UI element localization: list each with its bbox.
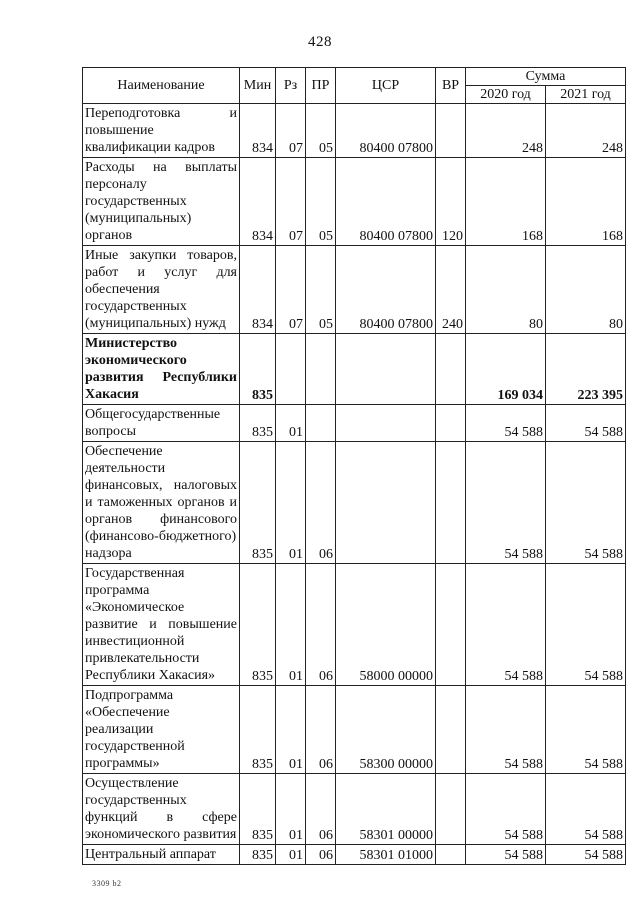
cell-pr: 06 — [306, 442, 336, 564]
cell-vr — [436, 774, 466, 845]
cell-csr: 58300 00000 — [336, 686, 436, 774]
cell-name: Переподготовка и повышение квалификации кадров — [83, 104, 240, 158]
cell-vr: 240 — [436, 246, 466, 334]
cell-vr — [436, 405, 466, 442]
cell-y2020: 54 588 — [466, 686, 546, 774]
cell-vr — [436, 334, 466, 405]
cell-csr: 80400 07800 — [336, 158, 436, 246]
table-row — [83, 564, 626, 686]
cell-rz: 07 — [276, 246, 306, 334]
table-row — [83, 442, 626, 564]
cell-pr — [306, 405, 336, 442]
cell-min: 835 — [240, 564, 276, 686]
cell-pr — [306, 334, 336, 405]
cell-pr: 06 — [306, 686, 336, 774]
cell-y2021: 54 588 — [546, 405, 626, 442]
cell-rz: 07 — [276, 104, 306, 158]
table-row — [83, 104, 626, 158]
table-row — [83, 158, 626, 246]
cell-rz: 01 — [276, 405, 306, 442]
cell-y2020: 54 588 — [466, 774, 546, 845]
cell-vr — [436, 845, 466, 865]
table-row — [83, 686, 626, 774]
header-csr: ЦСР — [336, 68, 436, 104]
cell-y2021: 223 395 — [546, 334, 626, 405]
cell-y2020: 54 588 — [466, 442, 546, 564]
cell-min: 835 — [240, 686, 276, 774]
cell-csr — [336, 442, 436, 564]
header-pr: ПР — [306, 68, 336, 104]
cell-y2021: 54 588 — [546, 774, 626, 845]
table-header — [83, 68, 626, 104]
cell-pr: 05 — [306, 104, 336, 158]
cell-y2020: 168 — [466, 158, 546, 246]
cell-y2020: 248 — [466, 104, 546, 158]
cell-min: 835 — [240, 774, 276, 845]
header-year-2021: 2021 год — [546, 86, 626, 104]
cell-name: Осуществление государственных функций в сфере экономического развития — [83, 774, 240, 845]
cell-min: 834 — [240, 158, 276, 246]
cell-pr: 06 — [306, 564, 336, 686]
cell-y2020: 54 588 — [466, 564, 546, 686]
cell-y2021: 54 588 — [546, 686, 626, 774]
cell-min: 835 — [240, 845, 276, 865]
header-min: Мин — [240, 68, 276, 104]
table-row — [83, 845, 626, 865]
cell-csr: 80400 07800 — [336, 104, 436, 158]
cell-vr — [436, 442, 466, 564]
cell-y2020: 80 — [466, 246, 546, 334]
cell-csr — [336, 405, 436, 442]
cell-rz: 01 — [276, 442, 306, 564]
cell-pr: 06 — [306, 845, 336, 865]
cell-vr: 120 — [436, 158, 466, 246]
cell-rz — [276, 334, 306, 405]
cell-y2021: 168 — [546, 158, 626, 246]
cell-y2020: 54 588 — [466, 405, 546, 442]
table-row — [83, 246, 626, 334]
cell-csr: 58000 00000 — [336, 564, 436, 686]
cell-y2021: 80 — [546, 246, 626, 334]
cell-name: Подпрограмма «Обеспечение реализации государственной программы» — [83, 686, 240, 774]
header-name: Наименование — [83, 68, 240, 104]
cell-y2021: 54 588 — [546, 845, 626, 865]
cell-vr — [436, 104, 466, 158]
cell-min: 835 — [240, 334, 276, 405]
cell-name: Государственная программа «Экономическое развитие и повышение инвестиционной привлекательности Республики Хакасия» — [83, 564, 240, 686]
cell-y2021: 54 588 — [546, 564, 626, 686]
cell-pr: 05 — [306, 158, 336, 246]
cell-rz: 01 — [276, 845, 306, 865]
cell-name: Министерство экономического развития Республики Хакасия — [83, 334, 240, 405]
footer-code: 3309 b2 — [92, 879, 122, 888]
cell-name: Центральный аппарат — [83, 845, 240, 865]
cell-vr — [436, 686, 466, 774]
cell-y2020: 54 588 — [466, 845, 546, 865]
cell-name: Иные закупки товаров, работ и услуг для обеспечения государственных (муниципальных) нужд — [83, 246, 240, 334]
table-body — [83, 104, 626, 865]
cell-pr: 06 — [306, 774, 336, 845]
header-sum: Сумма — [466, 68, 626, 86]
cell-csr — [336, 334, 436, 405]
table-row — [83, 405, 626, 442]
cell-y2021: 54 588 — [546, 442, 626, 564]
cell-min: 835 — [240, 405, 276, 442]
page-number: 428 — [308, 34, 332, 50]
cell-csr: 58301 01000 — [336, 845, 436, 865]
cell-min: 834 — [240, 104, 276, 158]
table-row — [83, 774, 626, 845]
cell-name: Общегосударственные вопросы — [83, 405, 240, 442]
budget-table — [82, 67, 626, 865]
cell-rz: 01 — [276, 686, 306, 774]
cell-rz: 01 — [276, 774, 306, 845]
cell-min: 835 — [240, 442, 276, 564]
cell-rz: 01 — [276, 564, 306, 686]
header-year-2020: 2020 год — [466, 86, 546, 104]
cell-name: Обеспечение деятельности финансовых, налоговых и таможенных органов и органов финансового (финансово-бюджетного) надзора — [83, 442, 240, 564]
cell-vr — [436, 564, 466, 686]
cell-csr: 58301 00000 — [336, 774, 436, 845]
header-vr: ВР — [436, 68, 466, 104]
cell-csr: 80400 07800 — [336, 246, 436, 334]
table-row — [83, 334, 626, 405]
cell-y2020: 169 034 — [466, 334, 546, 405]
header-rz: Рз — [276, 68, 306, 104]
cell-min: 834 — [240, 246, 276, 334]
cell-pr: 05 — [306, 246, 336, 334]
cell-name: Расходы на выплаты персоналу государственных (муниципальных) органов — [83, 158, 240, 246]
cell-y2021: 248 — [546, 104, 626, 158]
cell-rz: 07 — [276, 158, 306, 246]
